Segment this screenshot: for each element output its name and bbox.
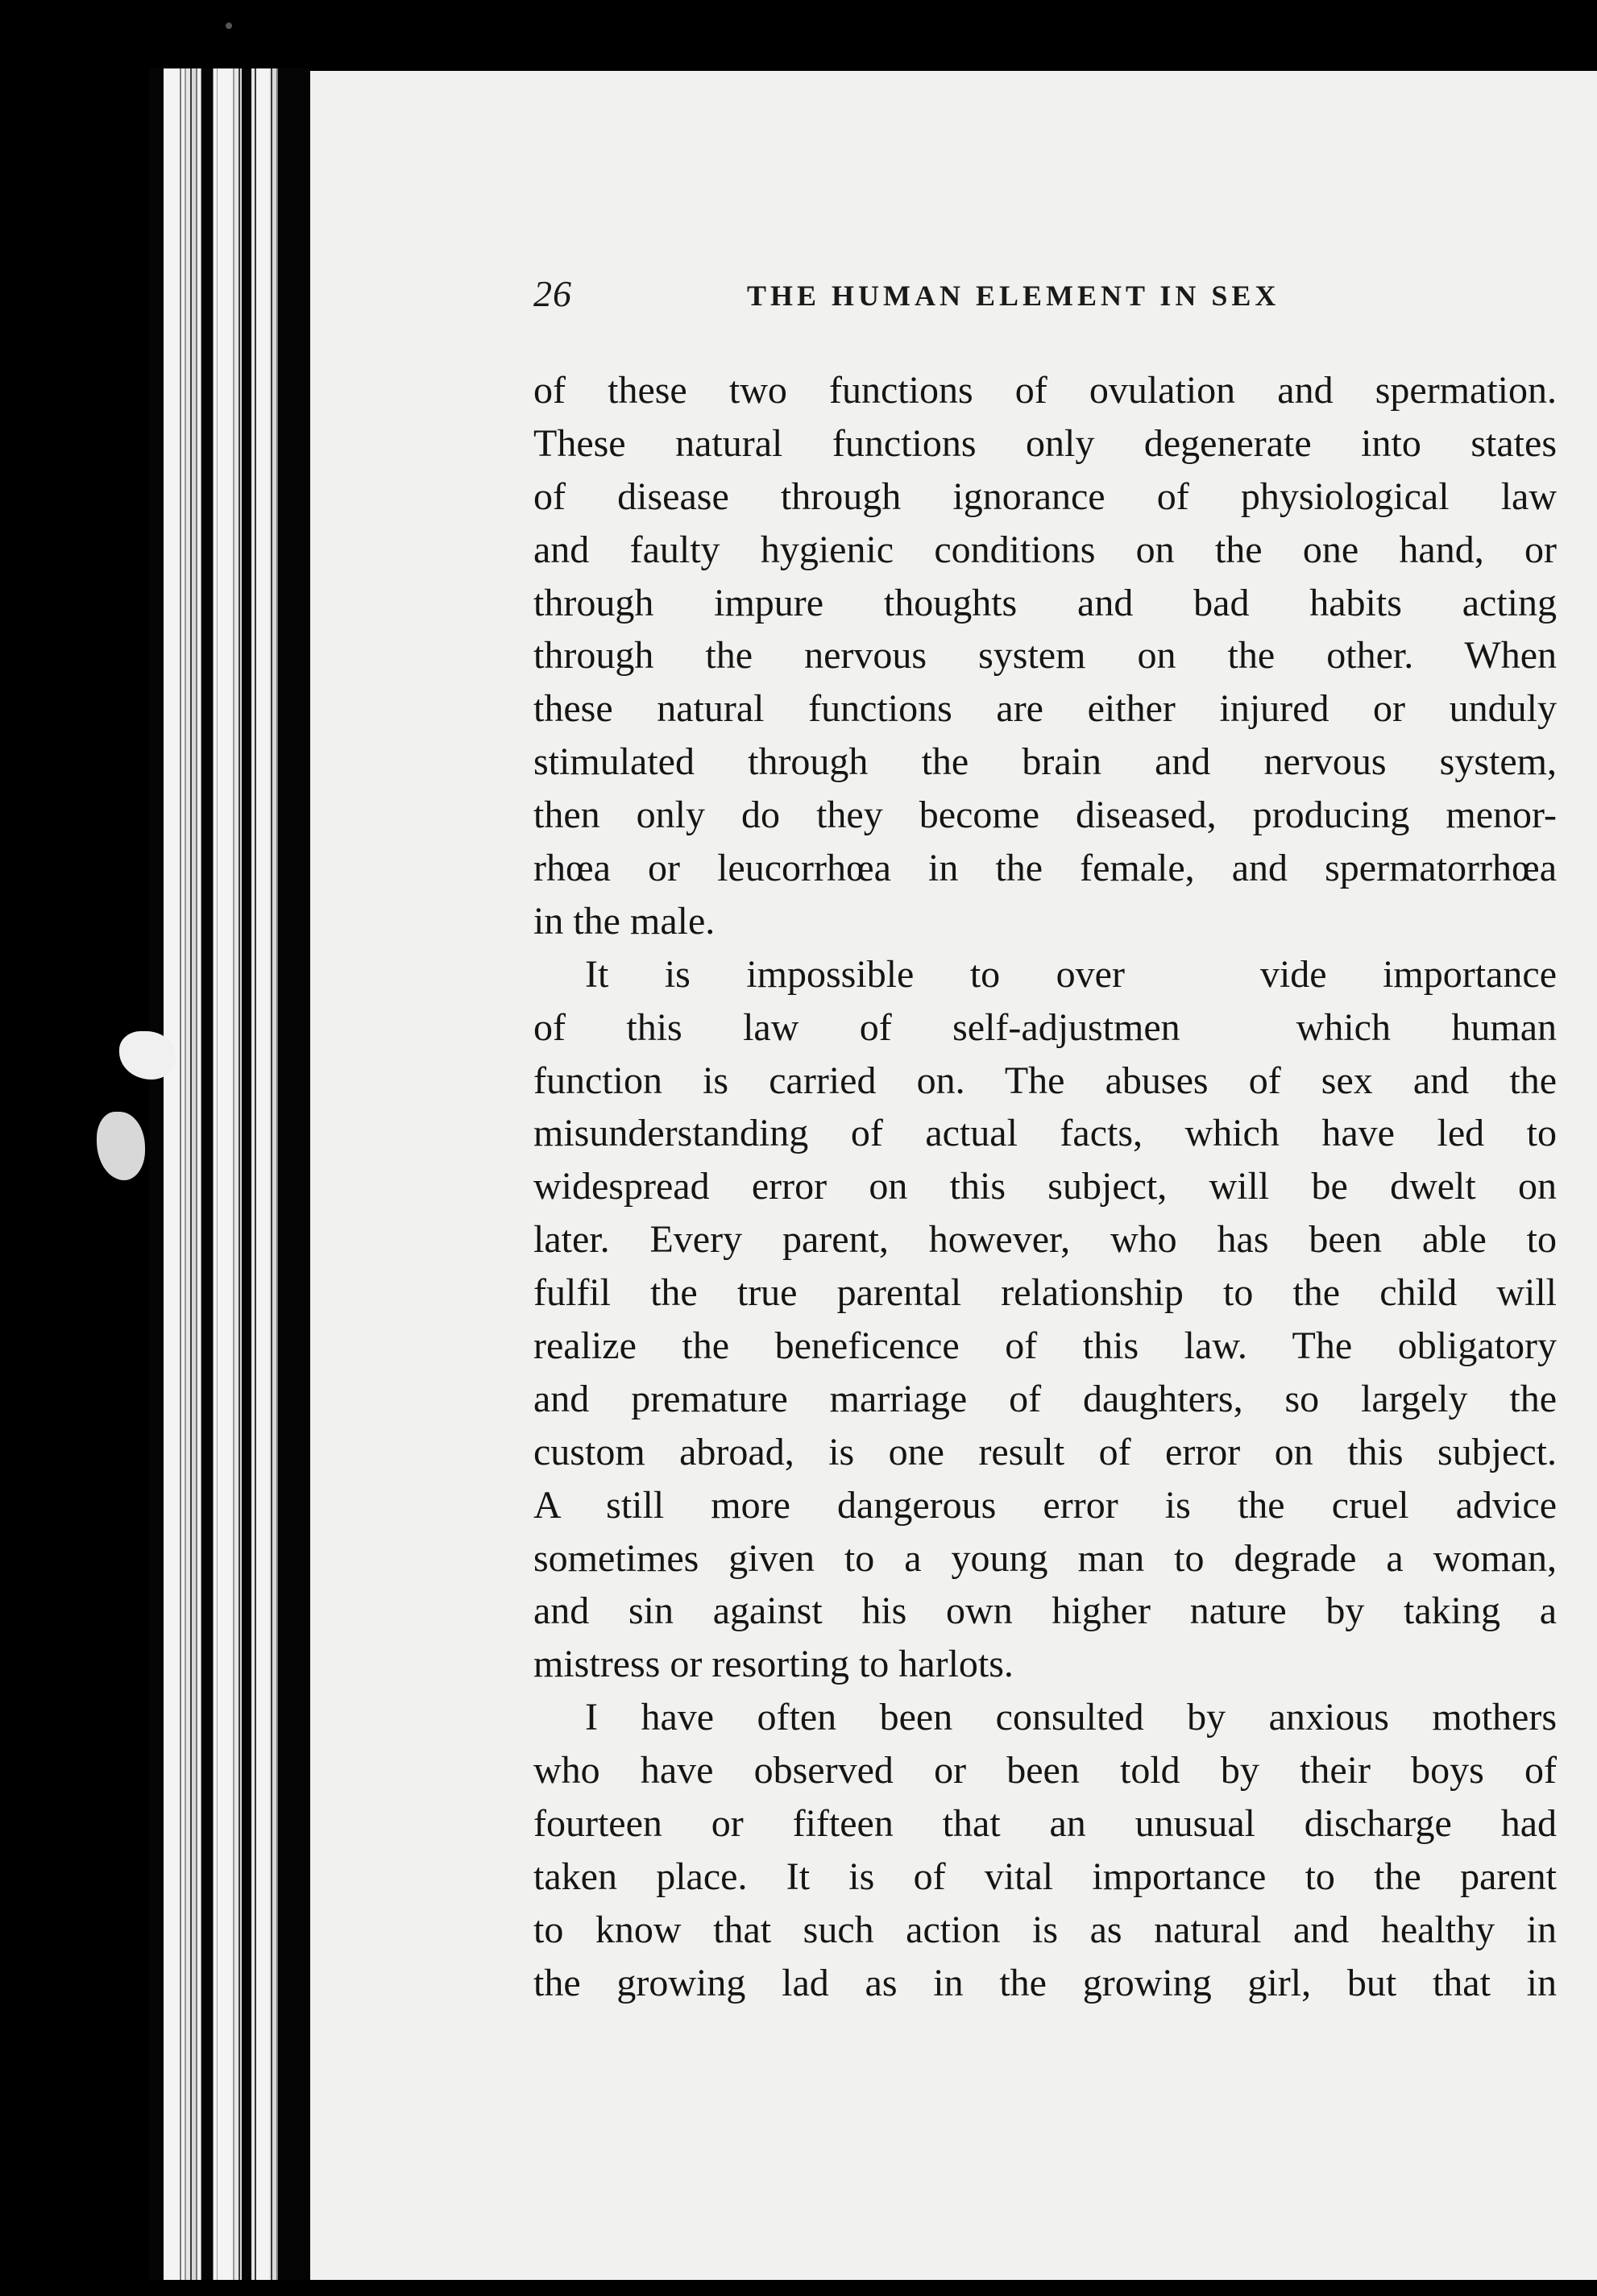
book-spine-shadow [278, 68, 310, 2280]
text-line: widespread error on this subject, will be dwelt on [533, 1165, 1557, 1208]
text-line: to know that such action is as natural and healthy in [533, 1908, 1557, 1951]
text-line: then only do they become diseased, producing menor- [533, 794, 1557, 837]
text-line: stimulated through the brain and nervous system, [533, 740, 1557, 784]
text-line: and sin against his own higher nature by taking a [533, 1589, 1557, 1633]
text-line: of these two functions of ovulation and spermation. [533, 369, 1557, 412]
text-line: these natural functions are either injured or unduly [533, 687, 1557, 731]
text-line: mistress or resorting to harlots. [533, 1643, 1014, 1686]
text-line: A still more dangerous error is the cruel advice [533, 1483, 1557, 1527]
text-line: the growing lad as in the growing girl, but that in [533, 1961, 1557, 2004]
text-line: of this law of self-adjustmen which human [533, 1005, 1557, 1049]
book-page-edge [164, 68, 180, 2280]
text-line: function is carried on. The abuses of sex and the [533, 1059, 1557, 1102]
text-line: who have observed or been told by their boys of [533, 1749, 1557, 1792]
book-page-edge [218, 68, 232, 2280]
book-spine-shadow [201, 68, 213, 2280]
text-line: and premature marriage of daughters, so largely the [533, 1377, 1557, 1420]
book-spine-shadow [242, 68, 251, 2280]
text-line: fourteen or fifteen that an unusual discharge had [533, 1802, 1557, 1846]
body-text [533, 364, 1557, 2010]
text-line: and faulty hygienic conditions on the one hand, or [533, 528, 1557, 571]
text-line: These natural functions only degenerate into states [533, 421, 1557, 465]
page-header [533, 272, 1347, 321]
text-line: taken place. It is of vital importance to the parent [533, 1855, 1557, 1898]
book-page-edge [256, 68, 269, 2280]
text-line: realize the beneficence of this law. The obligatory [533, 1324, 1557, 1368]
text-line: It is impossible to over vide importance [585, 952, 1557, 996]
scan-debris [119, 1031, 176, 1080]
text-line: through impure thoughts and bad habits acting [533, 581, 1557, 624]
scan-speck [226, 23, 232, 29]
text-line: sometimes given to a young man to degrade a woman, [533, 1536, 1557, 1580]
text-line: I have often been consulted by anxious mothers [585, 1696, 1557, 1739]
scan-debris [97, 1112, 145, 1180]
book-spine-shadow [149, 68, 164, 2280]
page-number: 26 [533, 273, 572, 314]
text-line: later. Every parent, however, who has been able to [533, 1218, 1557, 1262]
text-line: custom abroad, is one result of error on this subject. [533, 1430, 1557, 1473]
text-line: misunderstanding of actual facts, which have led to [533, 1112, 1557, 1155]
text-line: in the male. [533, 899, 716, 943]
text-line: rhœa or leucorrhœa in the female, and spermatorrhœa [533, 847, 1557, 890]
text-line: through the nervous system on the other. When [533, 634, 1557, 678]
running-head: THE HUMAN ELEMENT IN SEX [747, 280, 1280, 312]
text-line: fulfil the true parental relationship to the child will [533, 1271, 1557, 1315]
text-line: of disease through ignorance of physiological law [533, 475, 1557, 518]
